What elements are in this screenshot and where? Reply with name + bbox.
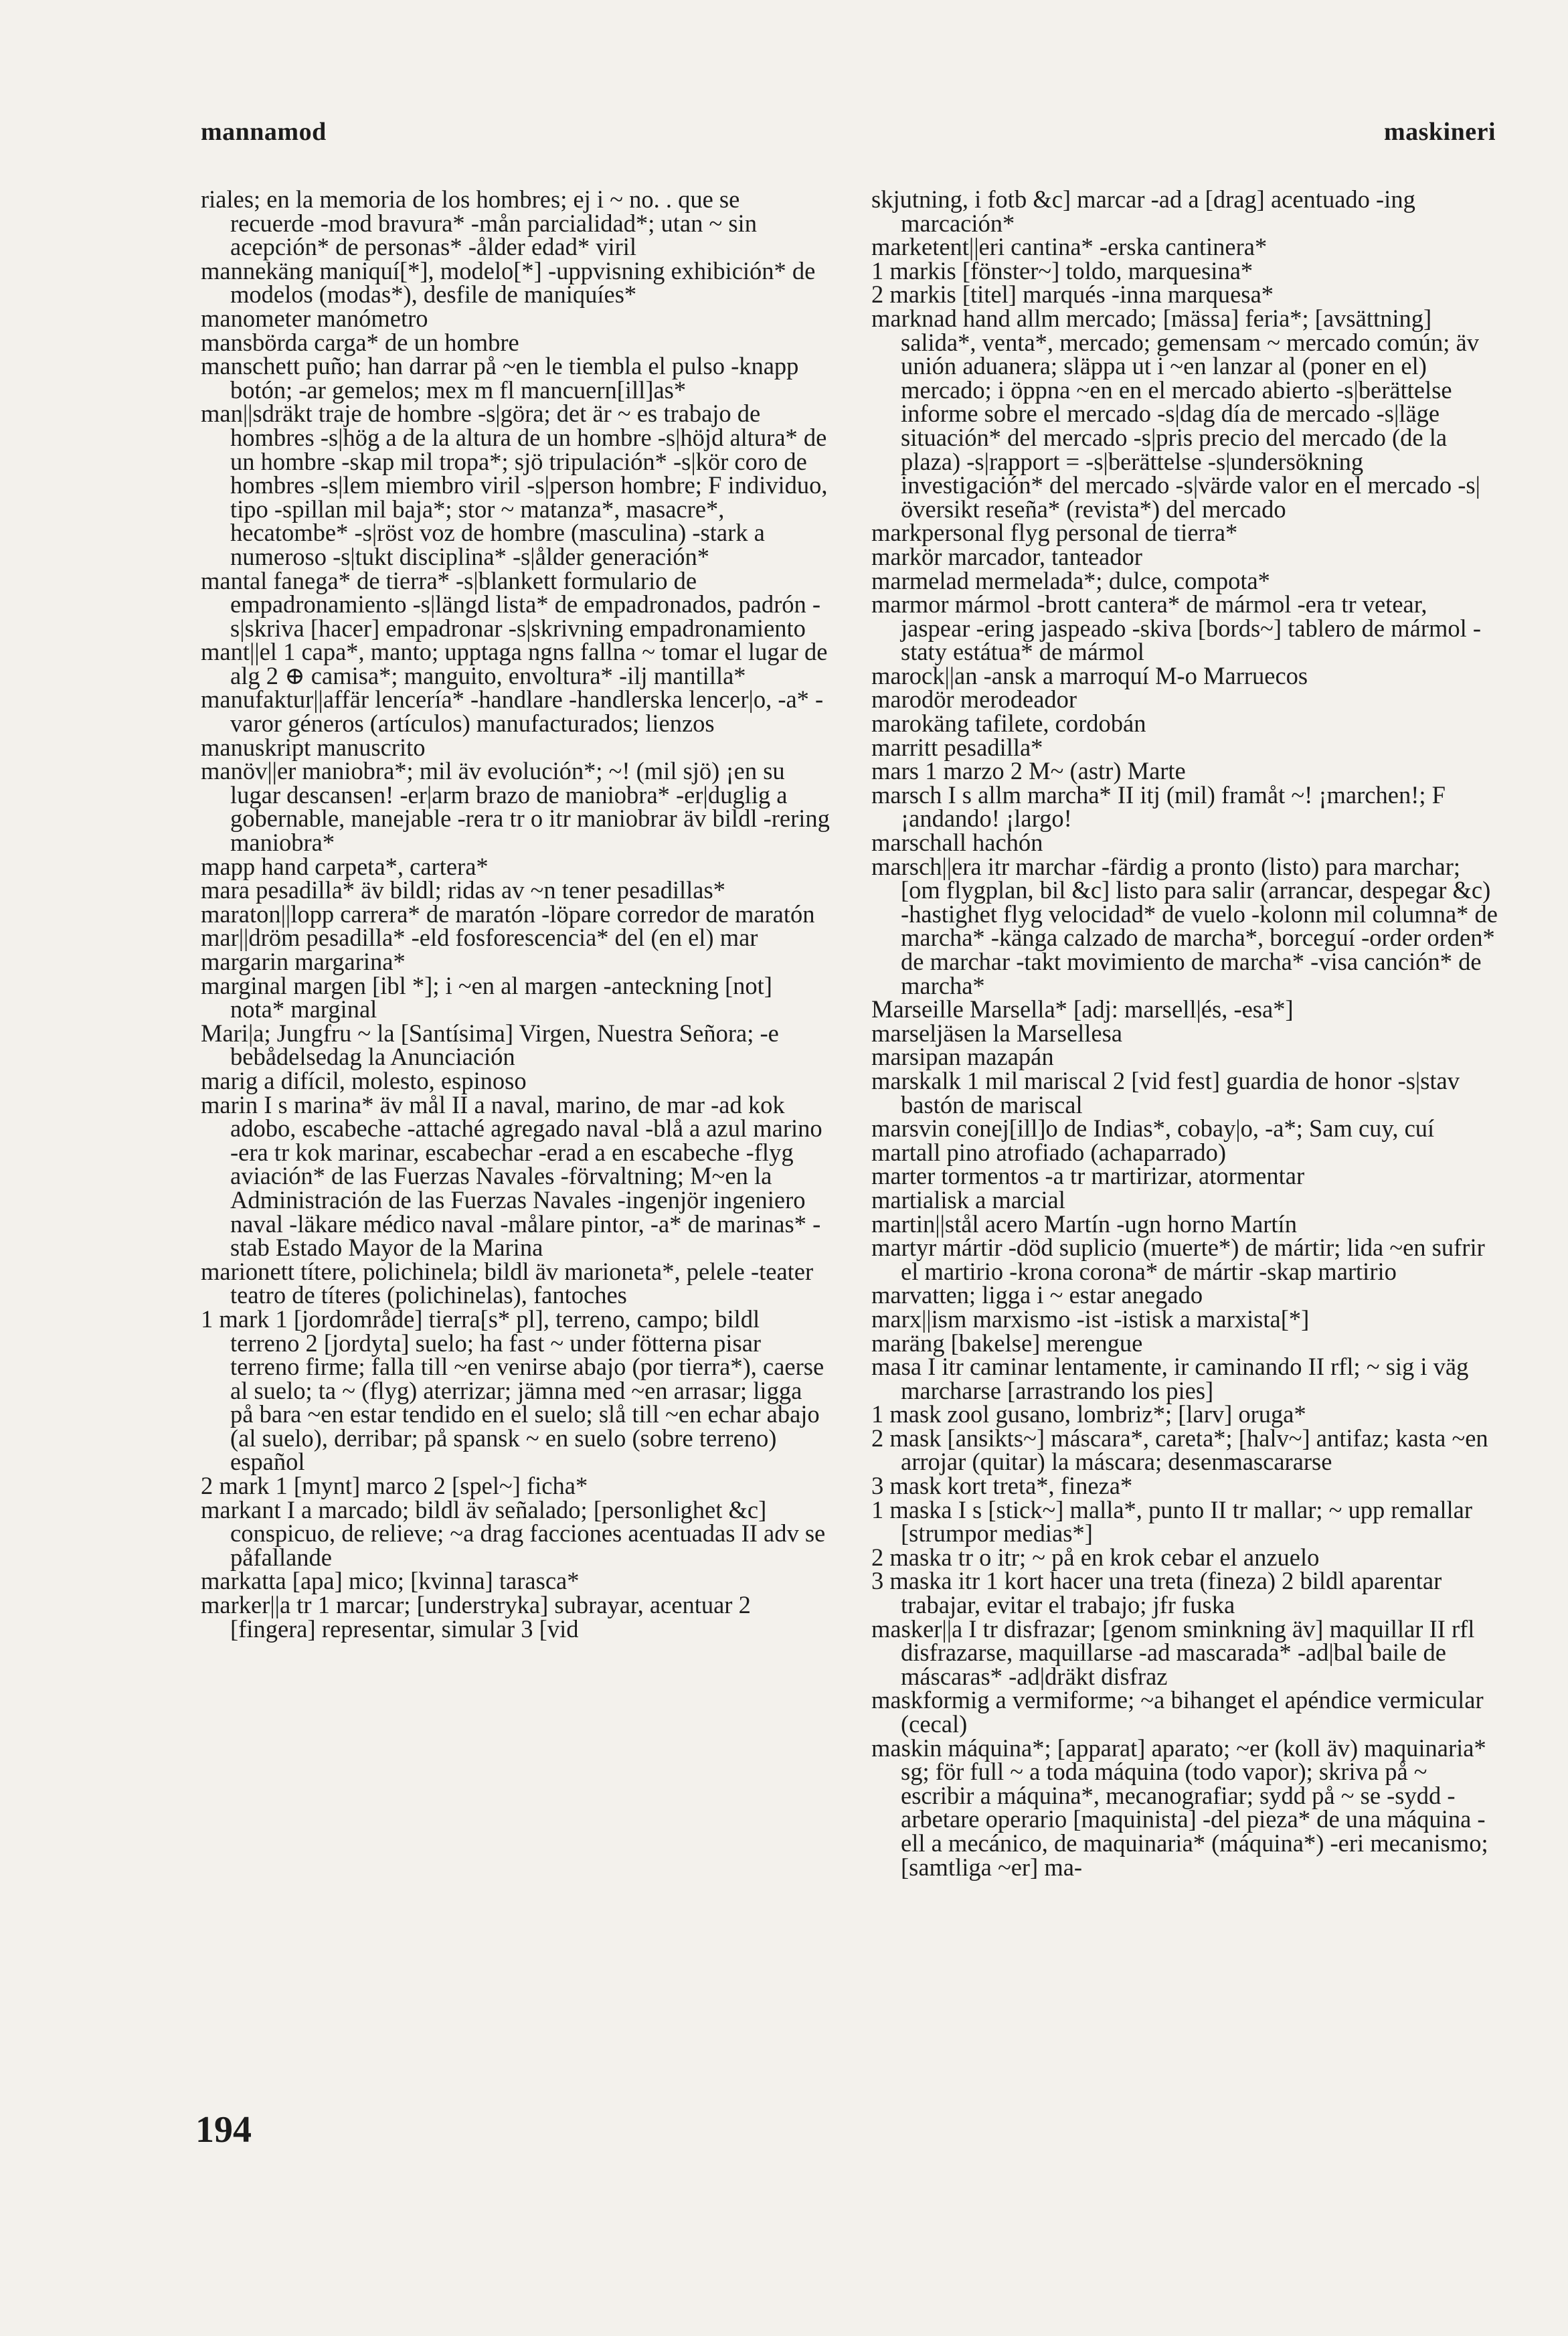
dictionary-entry: mantal fanega* de tierra* -s|blankett formulario de empadronamiento -s|längd lista* de empadronados, padrón -s|skriva [hacer] empadronar -s|skrivning empadronamiento bbox=[201, 566, 821, 642]
dictionary-entry: maräng [bakelse] merengue bbox=[871, 1329, 1143, 1357]
dictionary-entry: marmor mármol -brott cantera* de mármol -era tr vetear, jaspear -ering jaspeado -skiva [bords~] tablero de mármol -staty estátua* de mármol bbox=[871, 590, 1482, 666]
dictionary-entry: mansbörda carga* de un hombre bbox=[201, 328, 519, 356]
dictionary-entry: marokäng tafilete, cordobán bbox=[871, 710, 1146, 738]
dictionary-entry: mannekäng maniquí[*], modelo[*] -uppvisning exhibición* de modelos (modas*), desfile de maniquíes* bbox=[201, 256, 816, 309]
left-column bbox=[201, 187, 830, 1641]
dictionary-entry: marvatten; ligga i ~ estar anegado bbox=[871, 1281, 1203, 1309]
dictionary-entry: martall pino atrofiado (achaparrado) bbox=[871, 1138, 1226, 1166]
dictionary-entry: mant||el 1 capa*, manto; upptaga ngns fallna ~ tomar el lugar de alg 2 ⊕ camisa*; manguito, envoltura* -ilj mantilla* bbox=[201, 638, 828, 689]
dictionary-entry: 1 markis [fönster~] toldo, marquesina* bbox=[871, 256, 1253, 284]
dictionary-entry: marmelad mermelada*; dulce, compota* bbox=[871, 566, 1270, 594]
dictionary-entry: martialisk a marcial bbox=[871, 1185, 1065, 1214]
guide-word-right: maskineri bbox=[1383, 118, 1496, 146]
dictionary-entry: 2 mask [ansikts~] máscara*, careta*; [halv~] antifaz; kasta ~en arrojar (quitar) la máscara; desenmascararse bbox=[871, 1424, 1488, 1476]
dictionary-entry: marker||a tr 1 marcar; [understryka] subrayar, acentuar 2 [fingera] representar, simular 3 [vid bbox=[201, 1591, 751, 1643]
dictionary-entry: mar||dröm pesadilla* -eld fosforescencia* del (en el) mar bbox=[201, 924, 758, 952]
dictionary-entry: marketent||eri cantina* -erska cantinera* bbox=[871, 233, 1268, 261]
dictionary-entry: 1 maska I s [stick~] malla*, punto II tr mallar; ~ upp remallar [strumpor medias*] bbox=[871, 1495, 1472, 1548]
dictionary-entry: man||sdräkt traje de hombre -s|göra; det är ~ es trabajo de hombres -s|hög a de la altura de un hombre -s|höjd altura* de un hombre -skap mil tropa*; sjö tripulación* -s|kör coro de hombres -s|lem miembro viril -s|person hombre; F individuo, tipo -spillan mil baja*; stor ~ matanza*, masacre*, hecatombe* -s|röst voz de hombre (masculina) -stark a numeroso -s|tukt disciplina* -s|ålder generación* bbox=[201, 400, 828, 570]
dictionary-entry: Marseille Marsella* [adj: marsell|és, -esa*] bbox=[871, 995, 1294, 1023]
dictionary-entry: manufaktur||affär lencería* -handlare -handlerska lencer|o, -a* -varor géneros (artículos) manufacturados; lienzos bbox=[201, 685, 824, 738]
dictionary-entry: skjutning, i fotb &c] marcar -ad a [drag] acentuado -ing marcación* bbox=[871, 185, 1415, 237]
dictionary-entry: 2 maska tr o itr; ~ på en krok cebar el anzuelo bbox=[871, 1543, 1320, 1571]
dictionary-entry: marin I s marina* äv mål II a naval, marino, de mar -ad kok adobo, escabeche -attaché agregado naval -blå a azul marino -era tr kok marinar, escabechar -erad a en escabeche -flyg aviación* de las Fuerzas Navales -förvaltning; M~en la Administración de las Fuerzas Navales -ingenjör ingeniero naval -läkare médico naval -målare pintor, -a* de marinas* -stab Estado Mayor de la Marina bbox=[201, 1090, 822, 1262]
dictionary-entry: marskalk 1 mil mariscal 2 [vid fest] guardia de honor -s|stav bastón de mariscal bbox=[871, 1066, 1460, 1118]
guide-word-left: mannamod bbox=[201, 118, 327, 146]
dictionary-entry: maraton||lopp carrera* de maratón -löpare corredor de maratón bbox=[201, 900, 815, 928]
dictionary-entry: marsvin conej[ill]o de Indias*, cobay|o, -a*; Sam cuy, cuí bbox=[871, 1114, 1435, 1143]
dictionary-entry: marsch||era itr marchar -färdig a pronto (listo) para marchar; [om flygplan, bil &c] listo para salir (arrancar, despegar &c) -hastighet flyg velocidad* de vuelo -kolonn mil columna* de marcha* -känga calzado de marcha*, borceguí -order orden* de marchar -takt movimiento de marcha* -visa canción* de marcha* bbox=[871, 852, 1498, 999]
dictionary-entry: manuskript manuscrito bbox=[201, 733, 426, 761]
right-column bbox=[871, 187, 1500, 1879]
dictionary-entry: martyr mártir -död suplicio (muerte*) de mártir; lida ~en sufrir el martirio -krona corona* de mártir -skap martirio bbox=[871, 1234, 1485, 1285]
dictionary-entry: marig a difícil, molesto, espinoso bbox=[201, 1066, 527, 1094]
dictionary-entry: manometer manómetro bbox=[201, 304, 428, 332]
dictionary-entry: maskin máquina*; [apparat] aparato; ~er (koll äv) maquinaria* sg; för full ~ a toda máquina (todo vapor); skriva på ~ escribir a máquina*, mecanografiar; sydd på ~ se -sydd -arbetare operario [maquinista] -del pieza* de una máquina -ell a mecánico, de maquinaria* (máquina*) -eri mecanismo; [samtliga ~er] ma- bbox=[871, 1734, 1488, 1881]
dictionary-entry: 3 mask kort treta*, fineza* bbox=[871, 1472, 1133, 1500]
dictionary-entry: markatta [apa] mico; [kvinna] tarasca* bbox=[201, 1567, 580, 1595]
dictionary-entry: 1 mask zool gusano, lombriz*; [larv] oruga* bbox=[871, 1400, 1306, 1428]
dictionary-entry: marx||ism marxismo -ist -istisk a marxista[*] bbox=[871, 1305, 1310, 1333]
dictionary-entry: masa I itr caminar lentamente, ir caminando II rfl; ~ sig i väg marcharse [arrastrando los pies] bbox=[871, 1353, 1469, 1404]
dictionary-entry: marock||an -ansk a marroquí M-o Marruecos bbox=[871, 661, 1308, 689]
dictionary-entry: markör marcador, tanteador bbox=[871, 542, 1142, 570]
dictionary-entry: 2 mark 1 [mynt] marco 2 [spel~] ficha* bbox=[201, 1472, 588, 1500]
dictionary-entry: mara pesadilla* äv bildl; ridas av ~n tener pesadillas* bbox=[201, 876, 725, 904]
dictionary-entry: markpersonal flyg personal de tierra* bbox=[871, 519, 1238, 547]
dictionary-entry: marionett títere, polichinela; bildl äv marioneta*, pelele -teater teatro de títeres (polichinelas), fantoches bbox=[201, 1257, 814, 1309]
dictionary-entry: 1 mark 1 [jordområde] tierra[s* pl], terreno, campo; bildl terreno 2 [jordyta] suelo; ha fast ~ under fötterna pisar terreno firme; falla till ~en venirse abajo (por tierra*), caerse al suelo; ta ~ (flyg) aterrizar; jämna med ~en arrasar; ligga på bara ~en estar tendido en el suelo; slå till ~en echar abajo (al suelo), derribar; på spansk ~ en suelo (sobre terreno) español bbox=[201, 1305, 824, 1476]
dictionary-entry: masker||a I tr disfrazar; [genom sminkning äv] maquillar II rfl disfrazarse, maquillarse -ad mascarada* -ad|bal baile de máscaras* -ad|dräkt disfraz bbox=[871, 1614, 1475, 1690]
dictionary-entry: mapp hand carpeta*, cartera* bbox=[201, 852, 489, 880]
dictionary-entry: marseljäsen la Marsellesa bbox=[871, 1019, 1122, 1047]
dictionary-entry: manschett puño; han darrar på ~en le tiembla el pulso -knapp botón; -ar gemelos; mex m fl mancuern[ill]as* bbox=[201, 352, 799, 404]
dictionary-entry: martin||stål acero Martín -ugn horno Martín bbox=[871, 1209, 1297, 1238]
dictionary-entry: marschall hachón bbox=[871, 829, 1043, 857]
dictionary-entry: manöv||er maniobra*; mil äv evolución*; ~! (mil sjö) ¡en su lugar descansen! -er|arm brazo de maniobra* -er|duglig a gobernable, manejable -rera tr o itr maniobrar äv bildl -rering maniobra* bbox=[201, 757, 830, 857]
dictionary-entry: riales; en la memoria de los hombres; ej i ~ no. . que se recuerde -mod bravura* -mån parcialidad*; utan ~ sin acepción* de personas* -ålder edad* viril bbox=[201, 185, 757, 261]
dictionary-entry: maskformig a vermiforme; ~a bihanget el apéndice vermicular (cecal) bbox=[871, 1686, 1484, 1738]
dictionary-entry: marsch I s allm marcha* II itj (mil) framåt ~! ¡marchen!; F ¡andando! ¡largo! bbox=[871, 780, 1446, 833]
dictionary-entry: 3 maska itr 1 kort hacer una treta (fineza) 2 bildl aparentar trabajar, evitar el trabajo; jfr fuska bbox=[871, 1567, 1442, 1619]
dictionary-entry: marsipan mazapán bbox=[871, 1043, 1054, 1071]
dictionary-entry: marter tormentos -a tr martirizar, atormentar bbox=[871, 1162, 1305, 1190]
dictionary-entry: mars 1 marzo 2 M~ (astr) Marte bbox=[871, 757, 1186, 785]
dictionary-entry: marodör merodeador bbox=[871, 685, 1077, 714]
page-number: 194 bbox=[195, 2109, 252, 2151]
dictionary-entry: marginal margen [ibl *]; i ~en al margen -anteckning [not] nota* marginal bbox=[201, 971, 772, 1023]
dictionary-entry: marknad hand allm mercado; [mässa] feria*; [avsättning] salida*, venta*, mercado; gemensam ~ mercado común; äv unión aduanera; släppa ut i ~en lanzar al (poner en el) mercado; i öppna ~en en el mercado abierto -s|berättelse informe sobre el mercado -s|dag día de mercado -s|läge situación* del mercado -s|pris precio del mercado (de la plaza) -s|rapport = -s|berättelse -s|undersökning investigación* del mercado -s|värde valor en el mercado -s|översikt reseña* (revista*) del mercado bbox=[871, 304, 1480, 523]
dictionary-entry: 2 markis [titel] marqués -inna marquesa* bbox=[871, 280, 1274, 309]
dictionary-entry: markant I a marcado; bildl äv señalado; [personlighet &c] conspicuo, de relieve; ~a drag facciones acentuadas II adv se påfallande bbox=[201, 1495, 826, 1571]
dictionary-entry: Mari|a; Jungfru ~ la [Santísima] Virgen, Nuestra Señora; -e bebådelsedag la Anunciación bbox=[201, 1019, 779, 1071]
dictionary-entry: marritt pesadilla* bbox=[871, 733, 1043, 761]
dictionary-entry: margarin margarina* bbox=[201, 948, 406, 975]
